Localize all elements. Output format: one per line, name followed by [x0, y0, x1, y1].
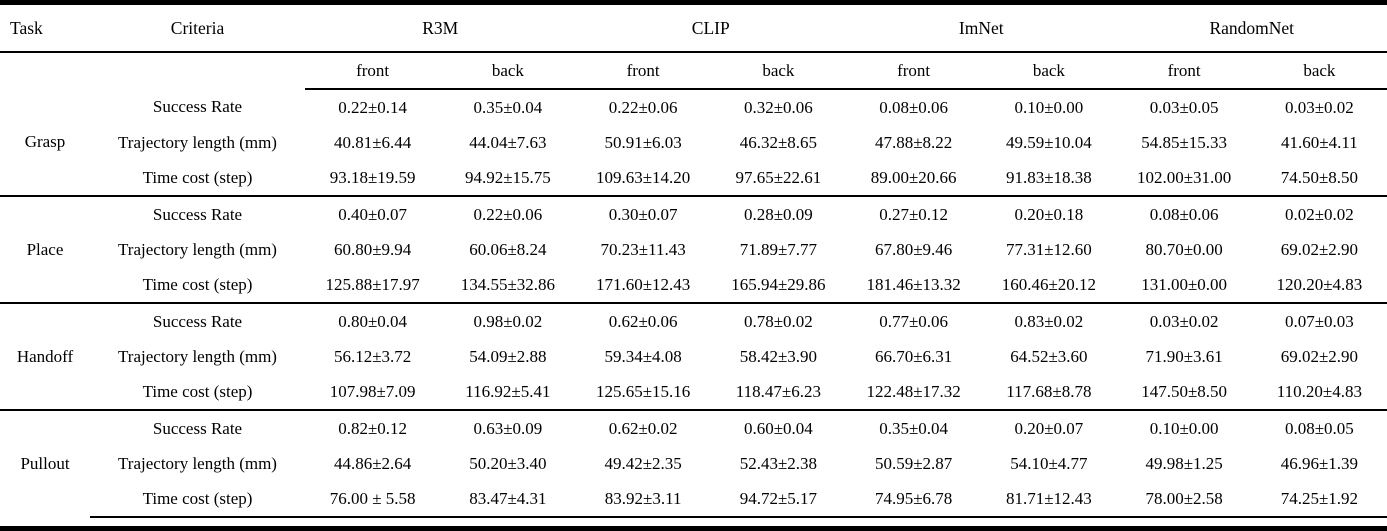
criteria-label: Time cost (step) — [142, 167, 253, 187]
value-cell: 50.59±2.87 — [874, 453, 953, 473]
value-cell: 147.50±8.50 — [1141, 381, 1228, 401]
table-row — [0, 125, 1387, 160]
value-cell: 134.55±32.86 — [460, 274, 556, 294]
value-cell: 171.60±12.43 — [595, 274, 691, 294]
value-cell: 0.28±0.09 — [711, 196, 846, 232]
subheader-front: front — [1117, 52, 1252, 89]
criteria-label: Trajectory length (mm) — [118, 453, 277, 473]
model-header-randomnet: RandomNet — [1117, 3, 1387, 53]
value-cell: 0.63±0.09 — [440, 410, 575, 446]
criteria-label: Trajectory length (mm) — [118, 132, 277, 152]
value-cell: 94.72±5.17 — [711, 481, 846, 517]
value-cell: 66.70±6.31 — [874, 346, 953, 366]
value-cell: 125.88±17.97 — [325, 274, 420, 294]
value-cell: 110.20±4.83 — [1276, 381, 1362, 401]
subheader-back: back — [1252, 52, 1387, 89]
value-cell: 77.31±12.60 — [1005, 239, 1092, 259]
value-cell: 131.00±0.00 — [1141, 274, 1228, 294]
value-cell: 50.20±3.40 — [469, 453, 547, 473]
value-cell: 0.77±0.06 — [846, 303, 981, 339]
task-label-pullout: Pullout — [0, 410, 90, 517]
value-cell: 0.20±0.07 — [981, 410, 1116, 446]
value-cell: 46.96±1.39 — [1280, 453, 1359, 473]
table-row — [0, 89, 1387, 125]
table-row — [0, 160, 1387, 196]
criteria-column-header: Criteria — [90, 3, 305, 53]
empty-cell — [0, 52, 90, 89]
value-cell: 0.03±0.05 — [1149, 97, 1219, 117]
value-cell: 160.46±20.12 — [1001, 274, 1097, 294]
subheader-back: back — [711, 52, 846, 89]
value-cell: 0.27±0.12 — [846, 196, 981, 232]
value-cell: 0.40±0.07 — [305, 196, 440, 232]
subheader-front: front — [576, 52, 711, 89]
value-cell: 181.46±13.32 — [866, 274, 961, 294]
model-header-r3m: R3M — [305, 3, 576, 53]
value-cell: 0.08±0.06 — [879, 97, 949, 117]
value-cell: 0.22±0.06 — [608, 97, 678, 117]
value-cell: 69.02±2.90 — [1280, 239, 1359, 259]
subheader-back: back — [440, 52, 575, 89]
value-cell: 44.04±7.63 — [469, 132, 547, 152]
value-cell: 46.32±8.65 — [739, 132, 818, 152]
value-cell: 54.85±15.33 — [1141, 132, 1228, 152]
task-column-header: Task — [0, 3, 90, 53]
value-cell: 0.07±0.03 — [1252, 303, 1387, 339]
value-cell: 0.03±0.02 — [1284, 97, 1354, 117]
value-cell: 54.09±2.88 — [469, 346, 547, 366]
value-cell: 102.00±31.00 — [1136, 167, 1232, 187]
value-cell: 74.25±1.92 — [1252, 481, 1387, 517]
criteria-label: Time cost (step) — [90, 481, 305, 517]
value-cell: 0.98±0.02 — [440, 303, 575, 339]
empty-cell — [90, 52, 305, 89]
value-cell: 122.48±17.32 — [866, 381, 961, 401]
value-cell: 0.78±0.02 — [711, 303, 846, 339]
criteria-label: Time cost (step) — [142, 381, 253, 401]
value-cell: 78.00±2.58 — [1117, 481, 1252, 517]
value-cell: 116.92±5.41 — [465, 381, 551, 401]
value-cell: 56.12±3.72 — [333, 346, 412, 366]
value-cell: 49.59±10.04 — [1005, 132, 1092, 152]
value-cell: 58.42±3.90 — [739, 346, 818, 366]
model-header-clip: CLIP — [576, 3, 847, 53]
value-cell: 93.18±19.59 — [329, 167, 416, 187]
criteria-label: Trajectory length (mm) — [118, 239, 277, 259]
value-cell: 0.22±0.14 — [338, 97, 408, 117]
value-cell: 49.98±1.25 — [1145, 453, 1223, 473]
value-cell: 0.10±0.00 — [1014, 97, 1084, 117]
value-cell: 120.20±4.83 — [1276, 274, 1363, 294]
table-subheader-row — [0, 52, 1387, 89]
table-row — [0, 410, 1387, 446]
value-cell: 0.10±0.00 — [1117, 410, 1252, 446]
value-cell: 0.02±0.02 — [1252, 196, 1387, 232]
value-cell: 0.22±0.06 — [440, 196, 575, 232]
value-cell: 107.98±7.09 — [329, 381, 416, 401]
table-row — [0, 232, 1387, 267]
value-cell: 0.82±0.12 — [305, 410, 440, 446]
value-cell: 125.65±15.16 — [595, 381, 691, 401]
value-cell: 0.60±0.04 — [711, 410, 846, 446]
value-cell: 83.47±4.31 — [440, 481, 575, 517]
table-header-row — [0, 3, 1387, 53]
criteria-label: Success Rate — [90, 303, 305, 339]
value-cell: 47.88±8.22 — [874, 132, 953, 152]
value-cell: 40.81±6.44 — [333, 132, 412, 152]
value-cell: 109.63±14.20 — [595, 167, 691, 187]
value-cell: 118.47±6.23 — [735, 381, 821, 401]
value-cell: 97.65±22.61 — [735, 167, 822, 187]
value-cell: 0.80±0.04 — [305, 303, 440, 339]
value-cell: 0.35±0.04 — [473, 97, 543, 117]
value-cell: 0.62±0.02 — [576, 410, 711, 446]
value-cell: 71.89±7.77 — [739, 239, 818, 259]
task-label-place: Place — [0, 196, 90, 303]
value-cell: 71.90±3.61 — [1145, 346, 1223, 366]
value-cell: 67.80±9.46 — [874, 239, 953, 259]
subheader-front: front — [846, 52, 981, 89]
value-cell: 74.50±8.50 — [1280, 167, 1359, 187]
value-cell: 52.43±2.38 — [739, 453, 818, 473]
value-cell: 0.03±0.02 — [1117, 303, 1252, 339]
value-cell: 0.30±0.07 — [576, 196, 711, 232]
table-row — [0, 303, 1387, 339]
value-cell: 0.32±0.06 — [743, 97, 813, 117]
value-cell: 0.83±0.02 — [981, 303, 1116, 339]
table-row — [0, 267, 1387, 303]
value-cell: 0.62±0.06 — [576, 303, 711, 339]
value-cell: 60.06±8.24 — [469, 239, 547, 259]
subheader-front: front — [305, 52, 440, 89]
value-cell: 165.94±29.86 — [731, 274, 826, 294]
value-cell: 0.08±0.06 — [1117, 196, 1252, 232]
table-row — [0, 481, 1387, 517]
criteria-label: Success Rate — [90, 410, 305, 446]
criteria-label: Time cost (step) — [142, 274, 253, 294]
value-cell: 64.52±3.60 — [1010, 346, 1088, 366]
value-cell: 50.91±6.03 — [604, 132, 682, 152]
table-row — [0, 339, 1387, 374]
value-cell: 60.80±9.94 — [333, 239, 412, 259]
value-cell: 54.10±4.77 — [1010, 453, 1088, 473]
table-row — [0, 374, 1387, 410]
value-cell: 59.34±4.08 — [604, 346, 682, 366]
task-label-handoff: Handoff — [0, 303, 90, 410]
value-cell: 81.71±12.43 — [981, 481, 1116, 517]
value-cell: 0.20±0.18 — [981, 196, 1116, 232]
task-label-grasp: Grasp — [24, 132, 66, 151]
value-cell: 91.83±18.38 — [1005, 167, 1092, 187]
value-cell: 41.60±4.11 — [1281, 132, 1358, 152]
value-cell: 76.00 ± 5.58 — [305, 481, 440, 517]
value-cell: 80.70±0.00 — [1145, 239, 1223, 259]
subheader-back: back — [981, 52, 1116, 89]
value-cell: 89.00±20.66 — [870, 167, 957, 187]
value-cell: 0.08±0.05 — [1252, 410, 1387, 446]
table-row — [0, 446, 1387, 481]
value-cell: 49.42±2.35 — [604, 453, 682, 473]
value-cell: 70.23±11.43 — [600, 239, 686, 259]
criteria-label: Trajectory length (mm) — [118, 346, 277, 366]
value-cell: 69.02±2.90 — [1280, 346, 1359, 366]
value-cell: 117.68±8.78 — [1006, 381, 1092, 401]
value-cell: 0.35±0.04 — [846, 410, 981, 446]
value-cell: 74.95±6.78 — [846, 481, 981, 517]
value-cell: 94.92±15.75 — [464, 167, 551, 187]
criteria-label: Success Rate — [152, 97, 243, 116]
value-cell: 44.86±2.64 — [333, 453, 412, 473]
criteria-label: Success Rate — [90, 196, 305, 232]
table-bottom-rule — [0, 526, 1387, 531]
model-header-imnet: ImNet — [846, 3, 1117, 53]
value-cell: 83.92±3.11 — [576, 481, 711, 517]
table-row — [0, 196, 1387, 232]
